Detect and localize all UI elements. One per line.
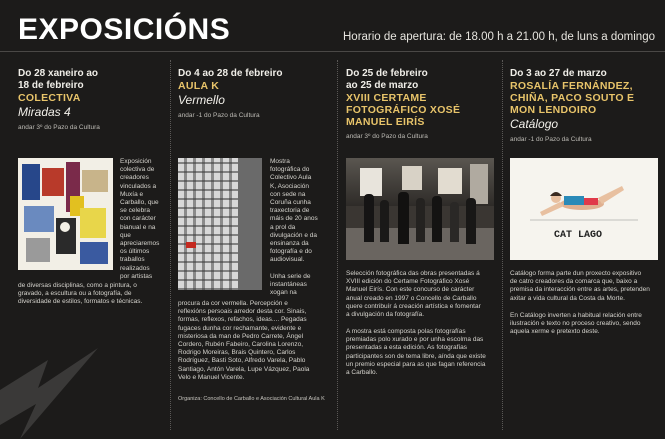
illustration-caption: CAT LAGO <box>554 230 603 241</box>
photo-exhibition-crowd <box>346 158 494 260</box>
exhibition-subtitle: Miradas 4 <box>18 105 71 119</box>
exhibition-side-text: Mostra fotográfica do Colectivo Aula K, Asociación con sede na Coruña cunha traxectoria de máis de 20 anos a prol da divulgación e da ensinanza da fotografía e do audiovisual. Unha serie de instantáneas xogan na <box>270 158 318 297</box>
exhibition-description-2: En Catálogo inverten a habitual relación entre ilustración e texto no proceso creativo, sendo aquela xerme e pretexto deste. <box>510 312 642 336</box>
exhibition-date: ao 25 de marzo <box>346 80 419 91</box>
exhibition-name: XVIII CERTAME <box>346 92 427 104</box>
exhibition-place: andar 3º do Pazo da Cultura <box>346 133 428 140</box>
exhibition-side-text: Exposición colectiva de creadores vinculados a Muxía e Carballo, que se celebra con carácter bianual e na que apreciaremos os últimos traballos realizados por artistas <box>120 158 160 280</box>
artwork-image <box>18 158 113 270</box>
exhibition-date: Do 25 de febreiro <box>346 68 428 79</box>
exhibition-date: Do 4 ao 28 de febreiro <box>178 68 283 79</box>
exhibition-name: ROSALÍA FERNÁNDEZ, <box>510 80 633 92</box>
exhibition-place: andar -1 do Pazo da Cultura <box>510 136 592 143</box>
exhibition-colectiva <box>18 68 166 132</box>
lightning-bolt-decoration <box>0 330 100 439</box>
column-divider <box>337 60 338 430</box>
exhibition-certame <box>346 68 496 141</box>
exhibition-description: Catálogo forma parte dun proxecto expositivo de catro creadores da comarca que, baixo a premisa da interacción entre as artes, pretenden axitar a vida cultural da Costa da Morte. <box>510 270 650 302</box>
exhibition-date: Do 3 ao 27 de marzo <box>510 68 607 79</box>
header-divider <box>0 51 665 52</box>
exhibition-date: Do 28 xaneiro ao <box>18 68 99 79</box>
exhibition-description: de diversas disciplinas, como a pintura, o gravado, a escultura ou a fotografía, de diversidade de estilos, formatos e técnicas. <box>18 282 143 306</box>
exhibition-catalogo <box>510 68 660 144</box>
exhibition-aula-k <box>178 68 333 120</box>
organizer-note: Organiza: Concello de Carballo e Asociación Cultural Aula K <box>178 396 325 402</box>
column-divider <box>502 60 503 430</box>
exhibition-subtitle: Catálogo <box>510 117 559 131</box>
exhibition-description: Selección fotográfica das obras presentadas á XVIII edición do Certame Fotográfico Xosé Manuel Eirís. Con este concurso de carácter anual creado en 1997 o Concello de Carballo quere contribuír á creación artística e fomentar a divulgación da fotografía. <box>346 270 481 319</box>
exhibition-name: FOTOGRÁFICO XOSÉ <box>346 104 461 116</box>
exhibition-name: CHIÑA, PACO SOUTO E <box>510 92 635 104</box>
exhibition-name: COLECTIVA <box>18 92 81 104</box>
exhibition-subtitle: Vermello <box>178 93 225 107</box>
photo-building <box>178 158 262 290</box>
exhibition-name: MON LENDOIRO <box>510 104 597 116</box>
exhibition-name: MANUEL EIRÍS <box>346 116 425 128</box>
illustration-catalogo <box>510 158 658 260</box>
exhibition-description: procura da cor vermella. Percepción e reflexións persoais arredor desta cor. Sinais, formas, reflexos, refachos, ideas.... Pegadas fugaces dunha cor rechamante, evidente e misteriosa da man de Pedro Carrete, Ángel Cordero, Rubén Fabeiro, Carolina Lorenzo, Rodrigo Moreiras, Brais Quintero, Carlos Rodríguez, Basti Soto, Alfredo Varela, Pablo Santiago, Antón Varela, Lupe Vázquez, Paola Velo e Manuel Vicente. <box>178 300 310 381</box>
exhibition-place: andar -1 do Pazo da Cultura <box>178 112 260 119</box>
exhibition-place: andar 3º do Pazo da Cultura <box>18 124 100 131</box>
page-title: EXPOSICIÓNS <box>18 13 231 46</box>
opening-hours: Horario de apertura: de 18.00 h a 21.00 h, de luns a domingo <box>343 31 655 43</box>
exhibition-description-2: A mostra está composta polas fotografías premiadas polo xurado e por unha escolma das presentadas a esta edición. As fotografías participantes son de tema libre, aínda que existe un premio especial para as que fagan referencia a Carballo. <box>346 328 486 377</box>
exhibition-name: AULA K <box>178 80 220 92</box>
exhibition-date: 18 de febreiro <box>18 80 84 91</box>
